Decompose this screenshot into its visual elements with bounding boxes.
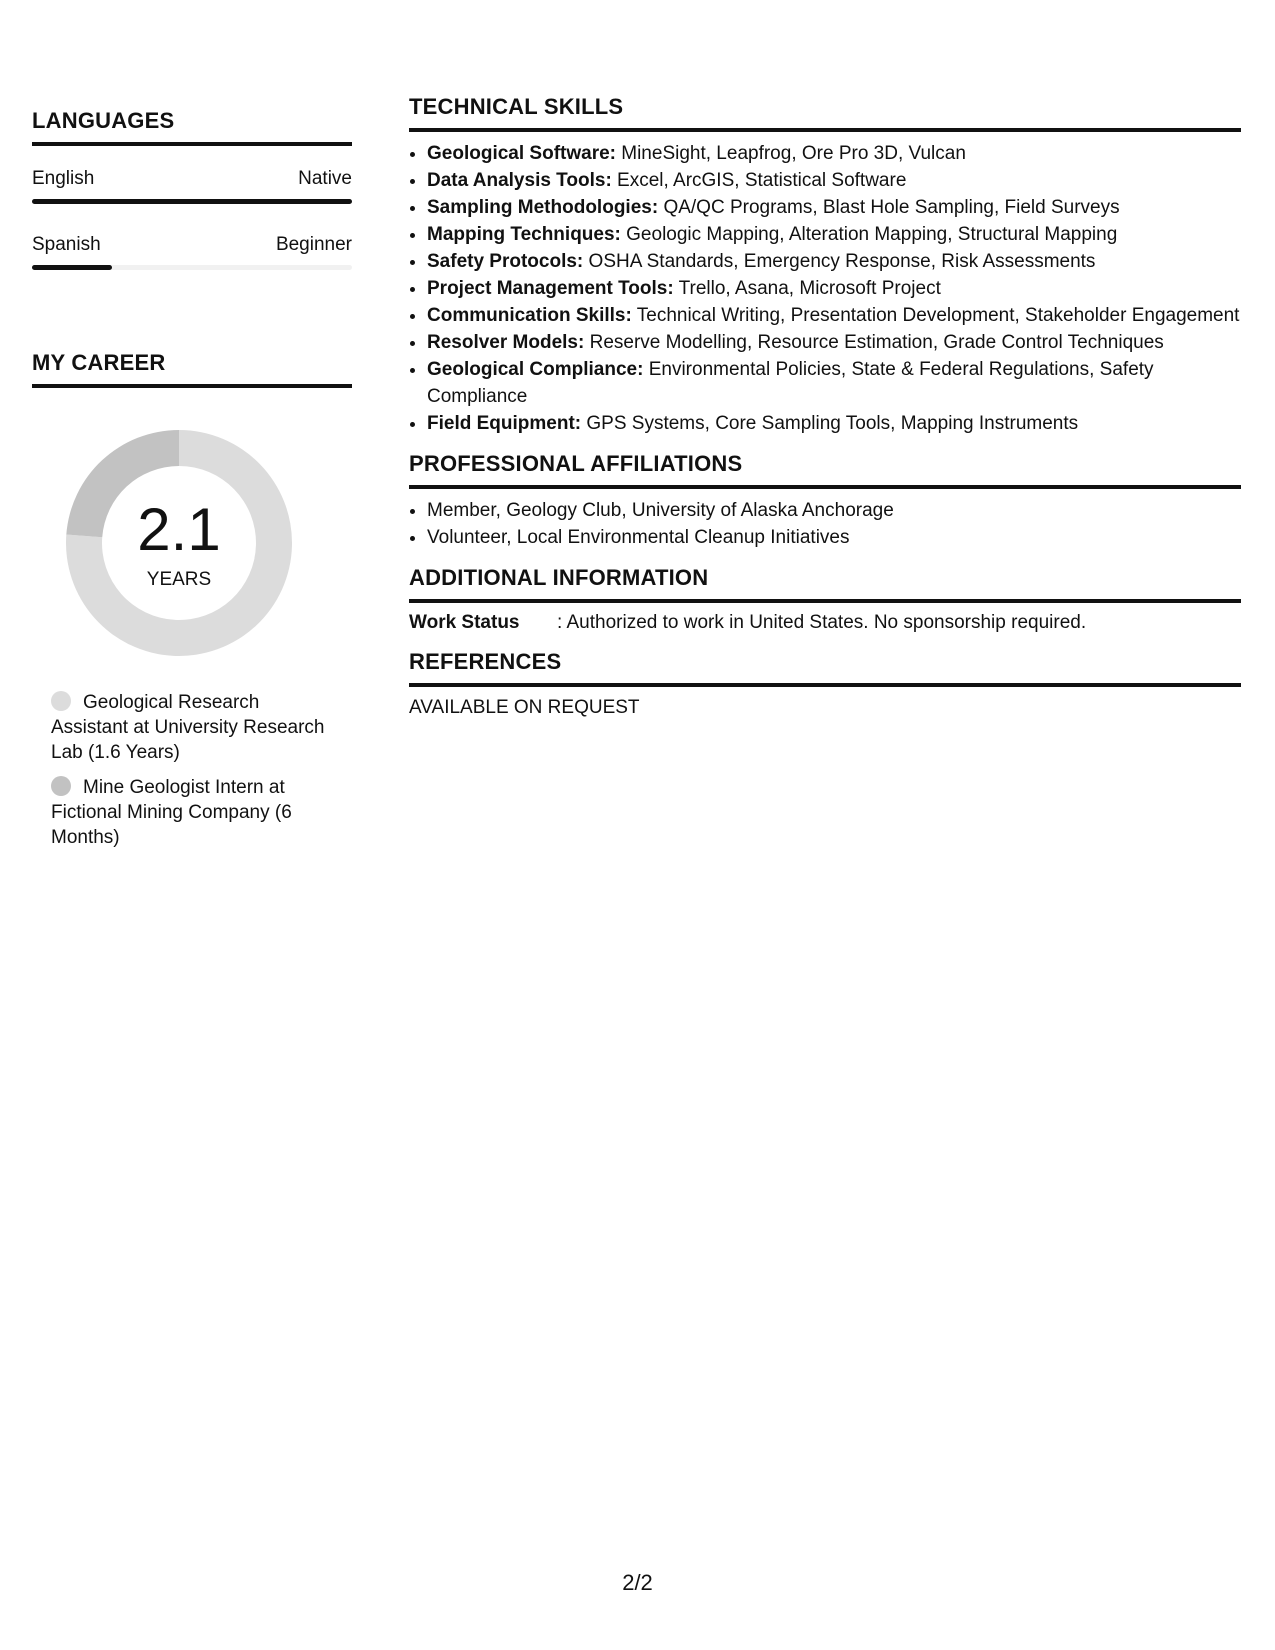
language-proficiency-bar xyxy=(32,199,352,204)
language-proficiency-fill xyxy=(32,265,112,270)
career-legend-item xyxy=(51,775,331,850)
skill-item xyxy=(427,302,1241,329)
technical-skills-section xyxy=(409,94,1241,437)
affiliation-item: • Volunteer, Local Environmental Cleanup Initiatives xyxy=(427,524,1241,551)
skill-name: Mapping Techniques: xyxy=(427,224,621,245)
donut-center xyxy=(66,430,292,656)
affiliations-heading: PROFESSIONAL AFFILIATIONS xyxy=(409,451,1241,489)
right-column xyxy=(409,94,1241,734)
work-status-label: Work Status xyxy=(409,612,520,633)
skill-value: Environmental Policies, State & Federal Regulations, Safety Compliance xyxy=(427,359,1154,407)
career-legend xyxy=(51,690,331,850)
legend-dot-icon xyxy=(51,691,71,711)
career-total-unit: YEARS xyxy=(146,569,212,590)
skill-name: Data Analysis Tools: xyxy=(427,170,612,191)
skill-name: Sampling Methodologies: xyxy=(427,197,659,218)
affiliations-section xyxy=(409,451,1241,551)
skill-value: QA/QC Programs, Blast Hole Sampling, Field Surveys xyxy=(658,197,1120,218)
career-heading: MY CAREER xyxy=(32,350,352,388)
career-total-years: 2.1 xyxy=(137,496,221,563)
skill-name: Resolver Models: xyxy=(427,332,585,353)
skill-name: Geological Compliance: xyxy=(427,359,644,380)
skill-value: Reserve Modelling, Resource Estimation, Grade Control Techniques xyxy=(584,332,1164,353)
skill-name: Safety Protocols: xyxy=(427,251,584,272)
career-legend-label: Mine Geologist Intern at Fictional Mining Company (6 Months) xyxy=(51,777,292,848)
career-legend-label: Geological Research Assistant at University Research Lab (1.6 Years) xyxy=(51,692,325,763)
skill-name: Geological Software: xyxy=(427,143,616,164)
affiliations-list xyxy=(409,497,1241,551)
page-number: 2/2 xyxy=(622,1570,653,1595)
references-heading: REFERENCES xyxy=(409,649,1241,687)
skill-item xyxy=(427,167,1241,194)
skill-item xyxy=(427,275,1241,302)
skill-value: Geologic Mapping, Alteration Mapping, Structural Mapping xyxy=(620,224,1118,245)
skill-item xyxy=(427,140,1241,167)
skill-item xyxy=(427,329,1241,356)
skill-item xyxy=(427,248,1241,275)
language-level: Native xyxy=(298,168,352,189)
technical-skills-heading: TECHNICAL SKILLS xyxy=(409,94,1241,132)
language-proficiency-fill xyxy=(32,199,352,204)
skill-name: Field Equipment: xyxy=(427,413,582,434)
language-item-english xyxy=(32,168,352,204)
language-row xyxy=(32,168,352,190)
skill-name: Communication Skills: xyxy=(427,305,632,326)
language-item-spanish xyxy=(32,234,352,270)
skill-item xyxy=(427,410,1241,437)
skill-value: OSHA Standards, Emergency Response, Risk Assessments xyxy=(583,251,1096,272)
skill-value: MineSight, Leapfrog, Ore Pro 3D, Vulcan xyxy=(615,143,966,164)
technical-skills-list xyxy=(409,140,1241,437)
language-level: Beginner xyxy=(275,234,352,255)
language-proficiency-bar xyxy=(32,265,352,270)
language-name: Spanish xyxy=(32,234,101,255)
skill-value: Excel, ArcGIS, Statistical Software xyxy=(611,170,907,191)
skill-item xyxy=(427,221,1241,248)
references-text: AVAILABLE ON REQUEST xyxy=(409,697,640,718)
career-legend-item xyxy=(51,690,331,765)
left-column xyxy=(32,108,352,860)
languages-heading: LANGUAGES xyxy=(32,108,352,146)
language-name: English xyxy=(32,168,95,189)
skill-item xyxy=(427,194,1241,221)
skill-value: GPS Systems, Core Sampling Tools, Mapping Instruments xyxy=(581,413,1079,434)
language-row xyxy=(32,234,352,256)
skill-value: Technical Writing, Presentation Development, Stakeholder Engagement xyxy=(631,305,1240,326)
additional-info-section xyxy=(409,565,1241,635)
skill-name: Project Management Tools: xyxy=(427,278,674,299)
affiliation-item: • Member, Geology Club, University of Alaska Anchorage xyxy=(427,497,1241,524)
additional-info-heading: ADDITIONAL INFORMATION xyxy=(409,565,1241,603)
work-status-value: : Authorized to work in United States. No sponsorship required. xyxy=(557,612,1087,633)
references-section xyxy=(409,649,1241,720)
skill-value: Trello, Asana, Microsoft Project xyxy=(673,278,941,299)
work-status-row xyxy=(409,611,1241,635)
legend-dot-icon xyxy=(51,776,71,796)
skill-item xyxy=(427,356,1241,410)
career-donut-chart xyxy=(66,430,292,656)
